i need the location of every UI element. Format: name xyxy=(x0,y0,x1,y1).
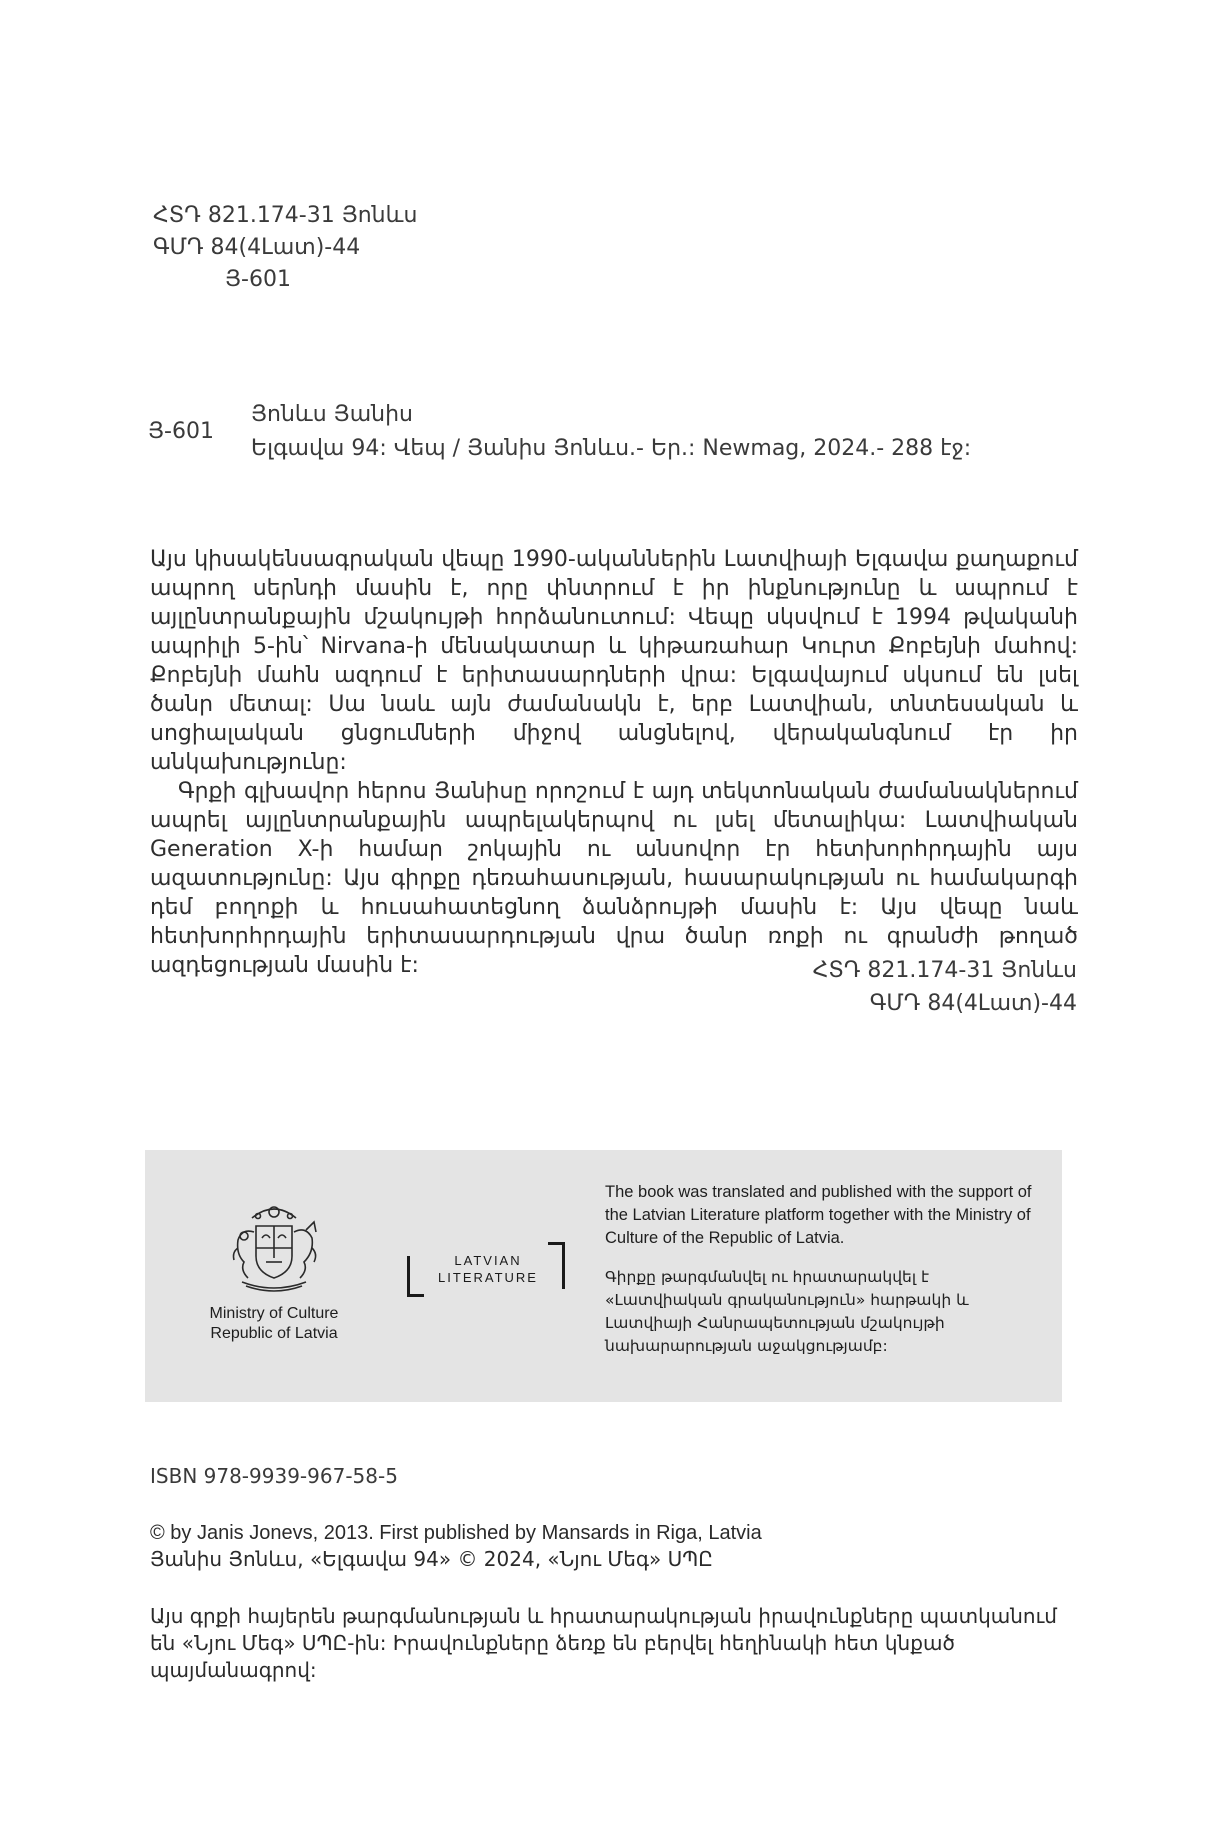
udc-code: ՀՏԴ 821.174-31 Յոնևս xyxy=(153,203,418,228)
annotation xyxy=(150,545,1078,980)
logo-bracket-right xyxy=(548,1242,565,1289)
logo-bracket-left xyxy=(407,1256,424,1297)
copyright-translation: Յանիս Յոնևս, «Ելգավա 94» © 2024, «Նյու Մեգ» ՍՊԸ xyxy=(150,1547,713,1571)
bibliographic-lines xyxy=(251,398,971,466)
copyright-original: © by Janis Jonevs, 2013. First published by Mansards in Riga, Latvia xyxy=(150,1522,762,1544)
support-statement-english: The book was translated and published with the support of the Latvian Literature platform together with the Ministry of Culture of the Republic of Latvia. xyxy=(605,1183,1032,1247)
annotation-paragraph: Այս կիսակենսագրական վեպը 1990-ականներին Լատվիայի Ելգավա քաղաքում ապրող սերնդի մասին է, որը փնտրում է իր ինքնությունը և ապրում է այլընտրանքային մշակույթի հորձանուտում: Վեպը սկսվում է 1994 թվականի ապրիլի 5-ին՝ Nirvana-ի մենակատար և կիթառահար Կուրտ Քոբեյնի մահով: Քոբեյնի մահն ազդում է երիտասարդների վրա: Ելգավայում սկսում են լսել ծանր մետալ: Սա նաև այն ժամանակն է, երբ Լատվիան, տնտեսական և սոցիալական ցնցումների միջով անցնելով, վերականգնում էր իր անկախությունը: xyxy=(150,547,1078,775)
author-mark: Յ-601 xyxy=(225,267,291,292)
book-description: Ելգավա 94: Վեպ / Յանիս Յոնևս.- Եր.: Newmag, 2024.- 288 էջ: xyxy=(251,436,972,461)
logo-text xyxy=(429,1252,547,1286)
author-mark-code: Յ-601 xyxy=(148,419,214,444)
copyright-block xyxy=(150,1520,762,1572)
logo-text-line1: LATVIAN xyxy=(454,1253,522,1268)
latvian-literature-logo xyxy=(407,1242,565,1294)
support-statement-armenian: Գիրքը թարգմանվել ու հրատարակվել է «Լատվիական գրականություն» հարթակի և Լատվիայի Հանրապետության մշակույթի նախարարության աջակցությամբ: xyxy=(605,1268,969,1355)
classification-footer xyxy=(813,954,1077,1020)
annotation-paragraph: Գրքի գլխավոր հերոս Յանիսը որոշում է այդ տեկտոնական ժամանակներում ապրել այլընտրանքային ապրելակերպով ու լսել մետալիկա: Լատվիական Generation X-ի համար շոկային ու անսովոր էր հետխորհրդային այս ազատությունը: Այս գիրքը դեռահասության, հասարակության ու համակարգի դեմ բողոքի և հուսահատեցնող ձանձրույթի մասին է: Այս վեպը նաև հետխորհրդային երիտասարդության վրա ծանր ռոքի ու գրանժի թողած ազդեցության մասին է: xyxy=(150,779,1078,978)
support-statement xyxy=(605,1181,1045,1358)
udc-code-repeat: ՀՏԴ 821.174-31 Յոնևս xyxy=(812,958,1077,983)
bbk-code-repeat: ԳՄԴ 84(4Լատ)-44 xyxy=(869,991,1077,1016)
logo-text-line2: LITERATURE xyxy=(438,1270,538,1285)
isbn: ISBN 978-9939-967-58-5 xyxy=(150,1464,398,1488)
classification-header xyxy=(153,200,417,296)
bbk-code: ԳՄԴ 84(4Լատ)-44 xyxy=(153,235,361,260)
rights-notice: Այս գրքի հայերեն թարգմանության և հրատարակության իրավունքները պատկանում են «Նյու Մեգ» ՍՊԸ-ին: Իրավունքները ձեռք են բերվել հեղինակի հետ կնքած պայմանագրով: xyxy=(150,1604,1057,1682)
ministry-name-line1: Ministry of Culture xyxy=(209,1305,339,1322)
ministry-logo xyxy=(189,1198,359,1344)
support-box xyxy=(145,1150,1062,1402)
ministry-name-line2: Republic of Latvia xyxy=(210,1325,338,1342)
coat-of-arms-icon xyxy=(214,1198,334,1298)
author-name: Յոնևս Յանիս xyxy=(251,402,413,427)
